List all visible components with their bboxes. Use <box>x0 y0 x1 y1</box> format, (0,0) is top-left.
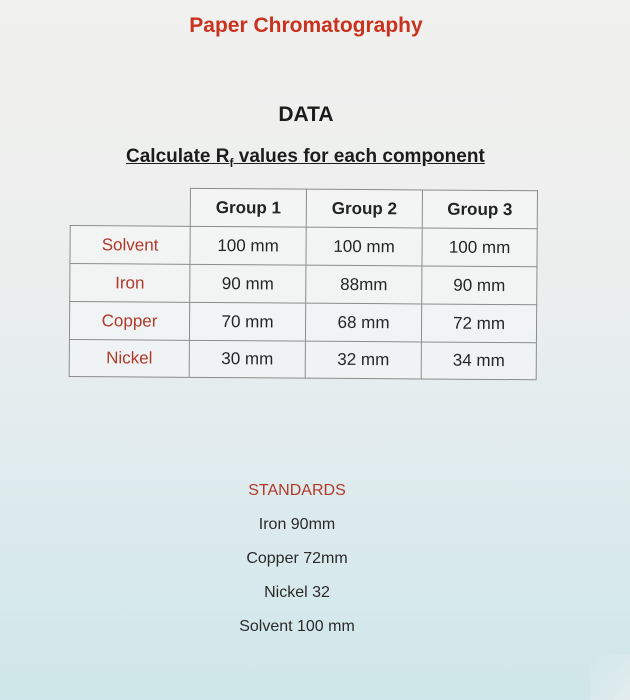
table-cell: 30 mm <box>189 340 305 379</box>
row-label: Nickel <box>69 339 189 378</box>
data-heading: DATA <box>278 103 334 126</box>
column-header: Group 1 <box>190 188 306 227</box>
table-cell: 100 mm <box>421 227 537 266</box>
table-header-row <box>70 187 548 228</box>
standard-item: Copper 72mm <box>246 550 348 567</box>
row-label: Copper <box>69 301 189 340</box>
table-cell: 34 mm <box>421 341 537 380</box>
results-table <box>69 187 548 380</box>
table-cell: 90 mm <box>189 264 305 303</box>
table-cell: 88mm <box>305 265 421 304</box>
table-row <box>69 263 547 304</box>
standard-item: Solvent 100 mm <box>239 618 355 635</box>
table-cell: 100 mm <box>305 227 421 266</box>
row-label: Solvent <box>69 225 189 264</box>
instruction-before: Calculate R <box>126 146 230 167</box>
table-cell: 100 mm <box>189 226 305 265</box>
screen-corner-glare <box>590 655 630 700</box>
table-row <box>69 225 547 266</box>
standard-item: Iron 90mm <box>258 516 336 533</box>
table-cell: 72 mm <box>421 303 537 342</box>
standards-block <box>0 480 594 650</box>
table-cell: 70 mm <box>189 302 305 341</box>
table-corner-cell <box>70 187 190 226</box>
table-cell: 90 mm <box>421 265 537 304</box>
table-cell: 32 mm <box>305 341 421 380</box>
row-label: Iron <box>69 263 189 302</box>
table-cell: 68 mm <box>305 303 421 342</box>
instruction-after: values for each component <box>233 146 485 167</box>
column-header: Group 3 <box>422 189 538 228</box>
standard-item: Nickel 32 <box>264 584 330 601</box>
instruction-text <box>126 146 485 170</box>
column-header: Group 2 <box>306 189 422 228</box>
document-title: Paper Chromatography <box>189 14 423 37</box>
table-row <box>69 301 547 342</box>
standards-heading: STANDARDS <box>248 482 346 499</box>
table-row <box>69 339 547 380</box>
instruction-subscript: f <box>229 155 234 170</box>
